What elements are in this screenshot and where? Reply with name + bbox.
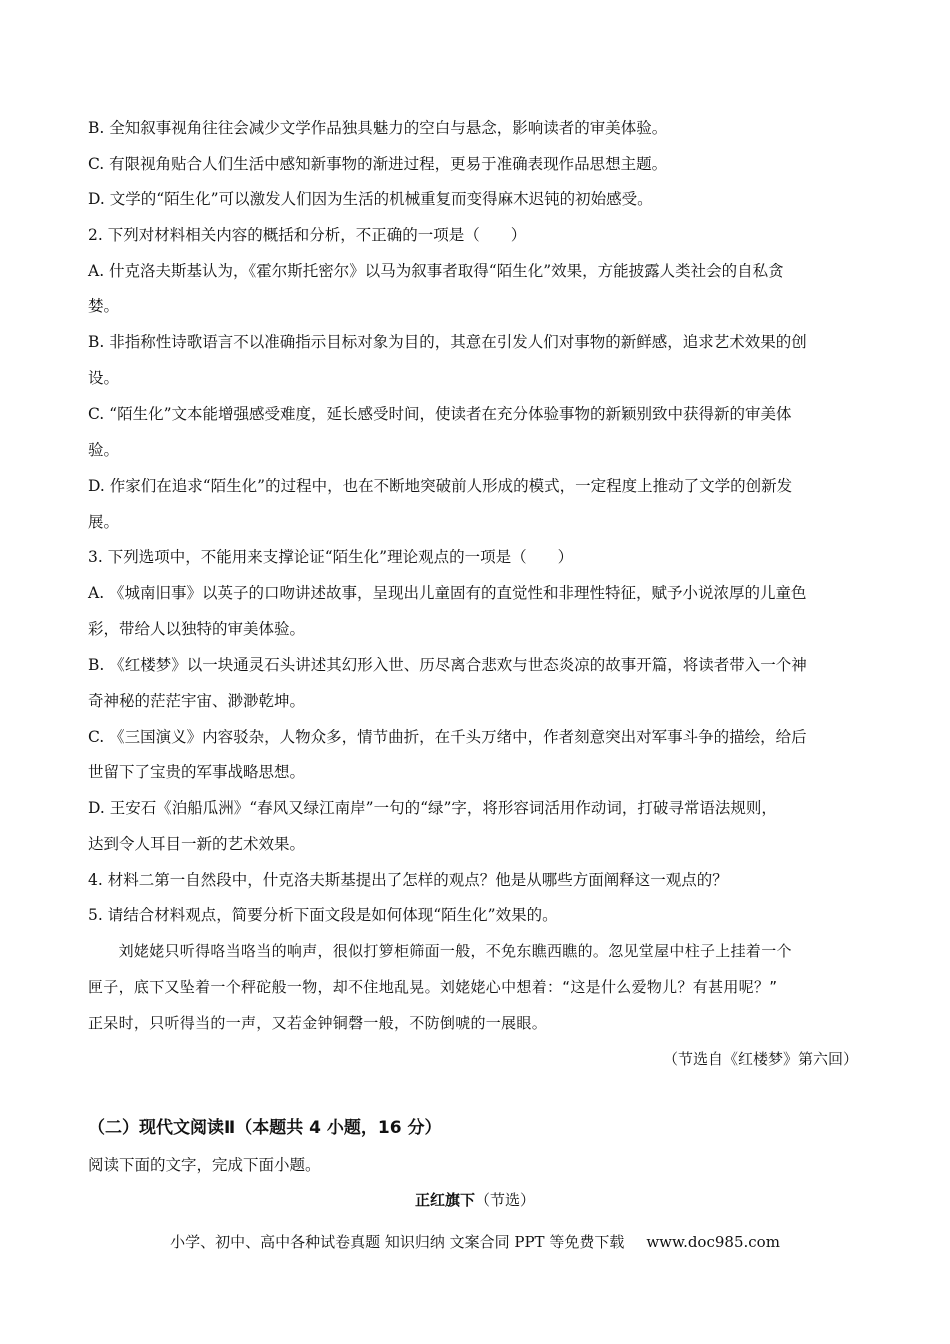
passage-title-main: 正红旗下	[414, 1191, 475, 1209]
section-heading: （二）现代文阅读Ⅱ（本题共 4 小题，16 分）	[88, 1118, 442, 1138]
q3-option-c-line1: C. 《三国演义》内容驳杂，人物众多，情节曲折，在千头万绪中，作者刻意突出对军事斗争的描绘，给后	[88, 728, 807, 746]
q4-stem: 4. 材料二第一自然段中，什克洛夫斯基提出了怎样的观点？他是从哪些方面阐释这一观点的？	[88, 871, 728, 889]
q2-option-d-line1: D. 作家们在追求“陌生化”的过程中，也在不断地突破前人形成的模式，一定程度上推动了文学的创新发	[88, 477, 793, 495]
q3-option-b-line2: 奇神秘的茫茫宇宙、渺渺乾坤。	[88, 692, 306, 710]
q1-option-d: D. 文学的“陌生化”可以激发人们因为生活的机械重复而变得麻木迟钝的初始感受。	[88, 190, 653, 208]
q3-option-b-line1: B. 《红楼梦》以一块通灵石头讲述其幻形入世、历尽离合悲欢与世态炎凉的故事开篇，将读者带入一个神	[88, 656, 807, 674]
passage-title	[0, 1190, 950, 1210]
footer-text: 小学、初中、高中各种试卷真题 知识归纳 文案合同 PPT 等免费下载	[170, 1233, 625, 1251]
excerpt-line3: 正呆时，只听得当的一声，又若金钟铜磬一般，不防倒唬的一展眼。	[88, 1014, 548, 1032]
q2-stem: 2. 下列对材料相关内容的概括和分析，不正确的一项是（ ）	[88, 226, 527, 244]
excerpt-source: （节选自《红楼梦》第六回）	[662, 1050, 858, 1068]
q1-option-b: B. 全知叙事视角往往会减少文学作品独具魅力的空白与悬念，影响读者的审美体验。	[88, 119, 668, 137]
excerpt-line2: 匣子，底下又坠着一个秤砣般一物，却不住地乱晃。刘姥姥心中想着：“这是什么爱物儿？有甚用呢？”	[88, 978, 778, 996]
passage-title-note: （节选）	[475, 1191, 536, 1209]
q1-option-c: C. 有限视角贴合人们生活中感知新事物的渐进过程，更易于准确表现作品思想主题。	[88, 155, 668, 173]
q3-option-a-line1: A. 《城南旧事》以英子的口吻讲述故事，呈现出儿童固有的直觉性和非理性特征，赋予小说浓厚的儿童色	[88, 584, 807, 602]
q5-stem: 5. 请结合材料观点，简要分析下面文段是如何体现“陌生化”效果的。	[88, 906, 558, 924]
q2-option-d-line2: 展。	[88, 513, 120, 531]
page-footer	[0, 1232, 950, 1252]
q2-option-b-line1: B. 非指称性诗歌语言不以准确指示目标对象为目的，其意在引发人们对事物的新鲜感，追求艺术效果的创	[88, 333, 807, 351]
q2-option-a-line1: A. 什克洛夫斯基认为，《霍尔斯托密尔》以马为叙事者取得“陌生化”效果，方能披露人类社会的自私贪	[88, 262, 784, 280]
q2-option-a-line2: 婪。	[88, 297, 120, 315]
q3-option-a-line2: 彩，带给人以独特的审美体验。	[88, 620, 306, 638]
q2-option-b-line2: 设。	[88, 369, 120, 387]
q2-option-c-line1: C. “陌生化”文本能增强感受难度，延长感受时间，使读者在充分体验事物的新颖别致中获得新的审美体	[88, 405, 792, 423]
excerpt-line1: 刘姥姥只听得咯当咯当的响声，很似打箩柜筛面一般，不免东瞧西瞧的。忽见堂屋中柱子上挂着一个	[88, 942, 792, 960]
q2-option-c-line2: 验。	[88, 441, 120, 459]
q3-stem: 3. 下列选项中，不能用来支撑论证“陌生化”理论观点的一项是（ ）	[88, 548, 574, 566]
q3-option-d-line2: 达到令人耳目一新的艺术效果。	[88, 835, 306, 853]
q3-option-d-line1: D. 王安石《泊船瓜洲》“春风又绿江南岸”一句的“绿”字，将形容词活用作动词，打破寻常语法规则，	[88, 799, 777, 817]
section-instruction: 阅读下面的文字，完成下面小题。	[88, 1156, 321, 1174]
q3-option-c-line2: 世留下了宝贵的军事战略思想。	[88, 763, 306, 781]
footer-url-link[interactable]: www.doc985.com	[646, 1233, 780, 1251]
